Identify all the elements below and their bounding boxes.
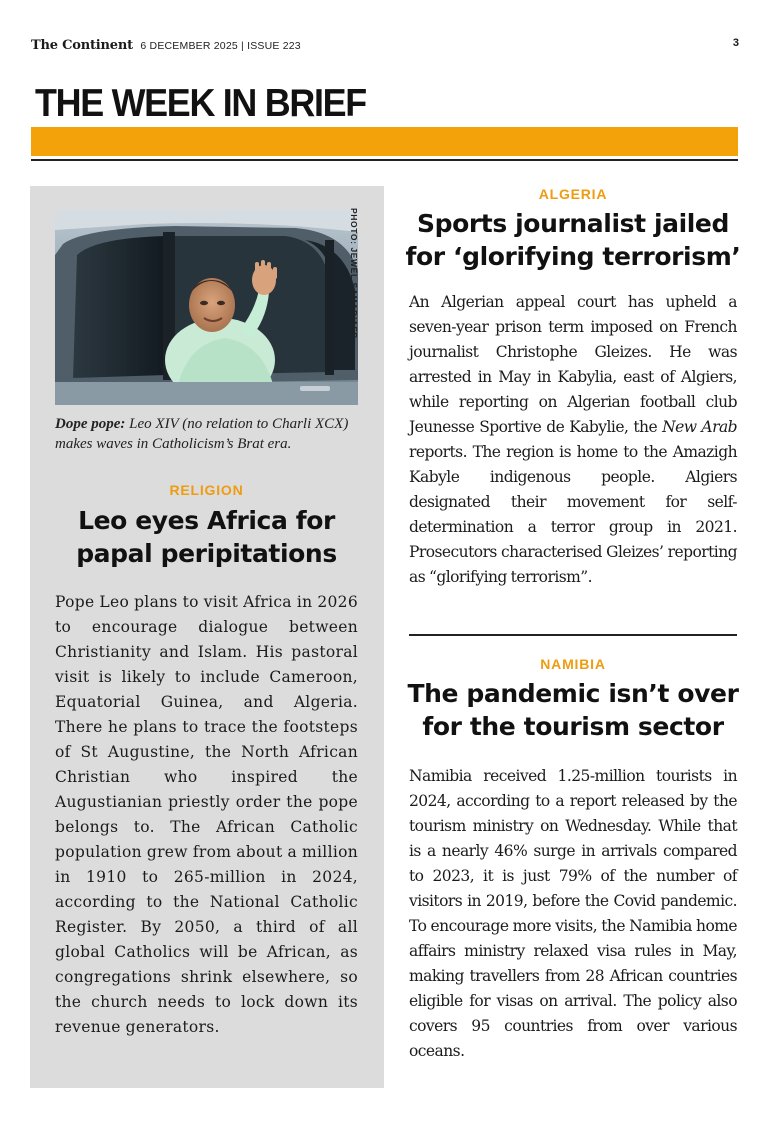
namibia-kicker: NAMIBIA [540,656,606,672]
photo-credit: PHOTO: JEWEL SAMAD/AFP [349,208,359,339]
article-divider [409,634,737,636]
accent-bar [31,127,738,156]
namibia-body: Namibia received 1.25-million tourists in 2024, according to a report released by the tourism ministry on Wednesday. While that is a nearly 46% surge in arrivals compared to 2023, it is just 79% of the number of visitors in 2019, before the Covid pandemic. To encourage more visits, the Namibia home affairs ministry relaxed visa rules in May, making travellers from 28 African countries eligible for visas on arrival. The policy also covers 95 countries from over various oceans. [409,767,737,1060]
section-title: THE WEEK IN BRIEF [35,82,366,125]
page-number: 3 [732,37,739,49]
religion-body: Pope Leo plans to visit Africa in 2026 to encourage dialogue between Christianity and Islam. His pastoral visit is likely to include Cameroon, Equatorial Guinea, and Algeria. There he plans to trace the footsteps of St Augustine, the North African Christian who inspired the Augustianian priestly order the pope belongs to. The African Catholic population grew from about a million in 1910 to 265-million in 2024, according to the National Catholic Register. By 2050, a third of all global Catholics will be African, as congregations shrink elsewhere, so the church needs to lock down its revenue generators. [55,593,358,1036]
pope-photo [55,210,358,405]
masthead [31,36,739,54]
religion-sidebar [30,186,384,1088]
algeria-headline: Sports journalist jailed for ‘glorifying terrorism’ [405,209,741,271]
issue-date: 6 DECEMBER 2025 | ISSUE 223 [140,40,301,52]
header-rule [31,159,738,161]
religion-kicker: RELIGION [169,482,244,498]
algeria-kicker: ALGERIA [538,186,608,202]
algeria-body: An Algerian appeal court has upheld a seven-year prison term imposed on French journalist Christophe Gleizes. He was arrested in May in Kabylia, east of Algiers, while reporting on Algerian football club Jeunesse Sportive de Kabylie, the New Arab reports. The region is home to the Amazigh Kabyle indigenous people. Algiers designated their movement for self-determination a terror group in 2021. Prosecutors characterised Gleizes’ reporting as “glorifying terrorism”. [409,293,738,586]
namibia-headline: The pandemic isn’t over for the tourism sector [407,679,739,741]
religion-headline: Leo eyes Africa for papal peripitations [76,506,337,568]
publication-name: The Continent [31,38,133,53]
photo-caption [55,414,360,454]
caption-lead: Dope pope: [55,416,126,432]
caption-text: Leo XIV (no relation to Charli XCX) makes waves in Catholicism’s Brat era. [55,416,349,452]
pope-in-car-image [55,210,358,405]
publication-name-italic: New Arab [662,418,738,436]
